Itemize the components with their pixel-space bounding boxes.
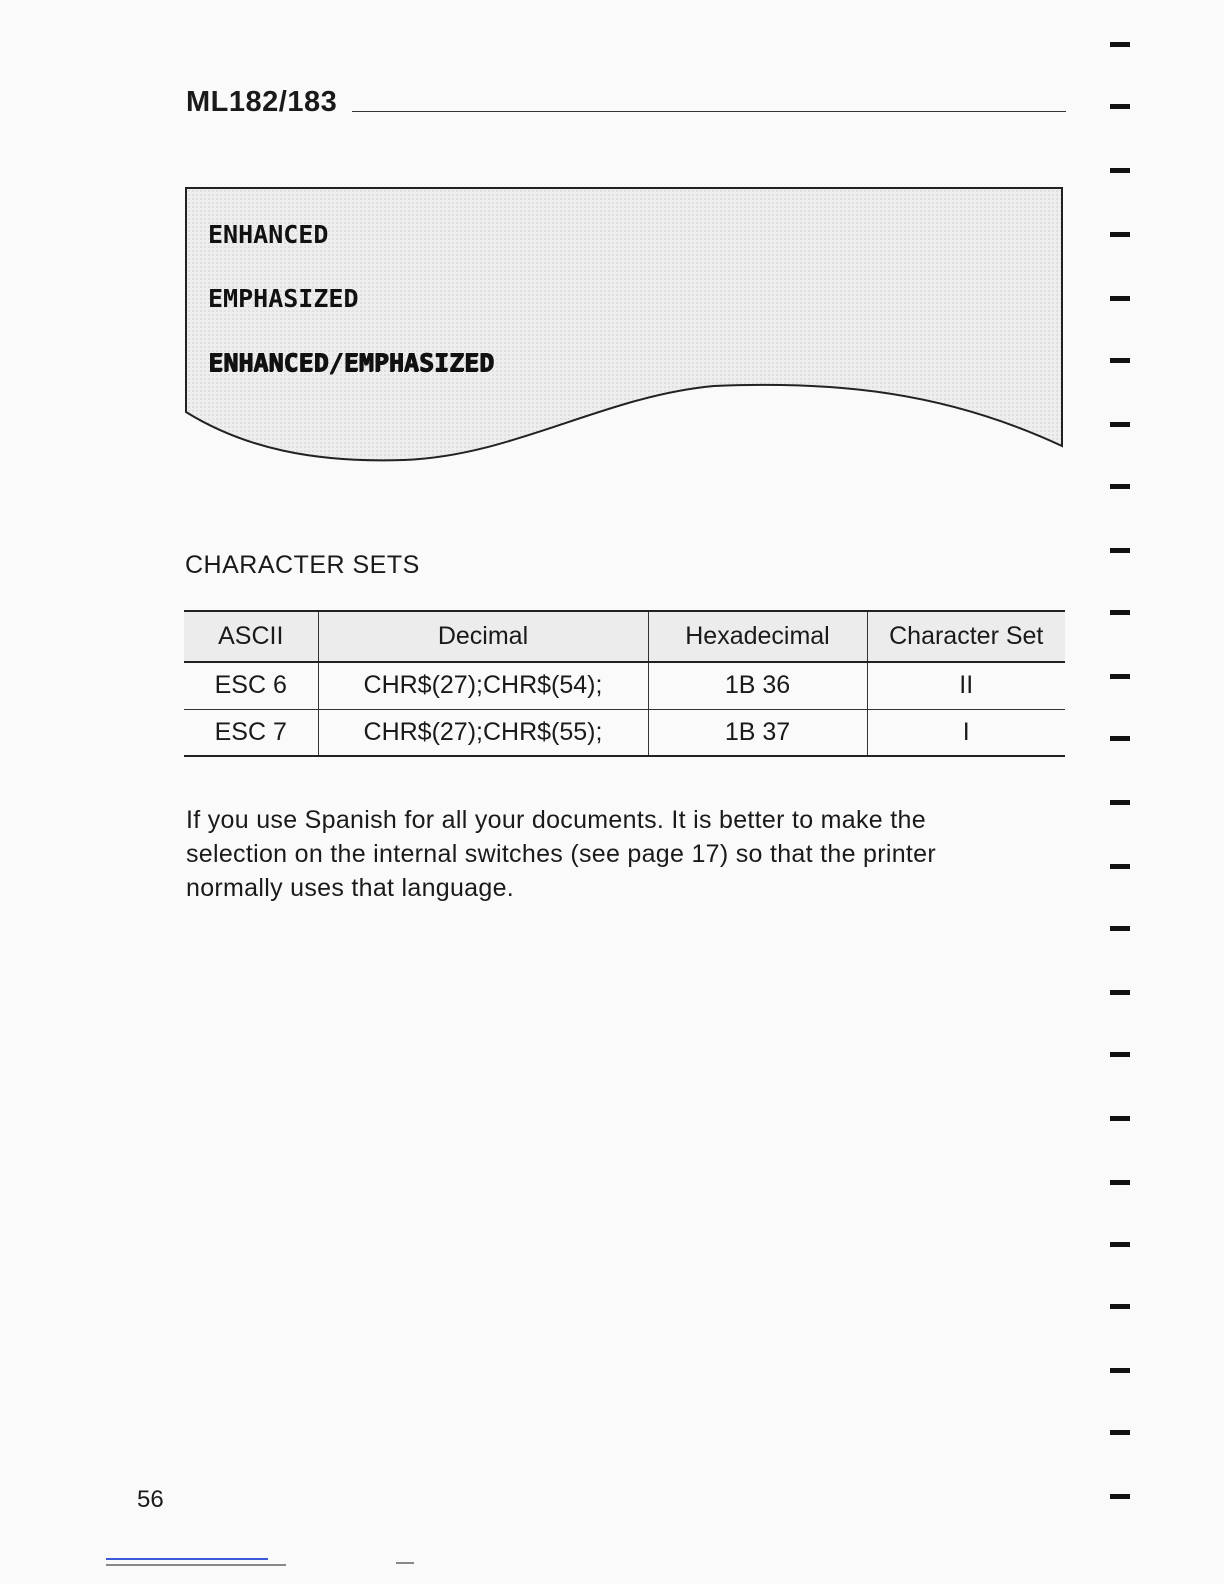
cell-ascii: ESC 6 — [184, 662, 318, 709]
cell-hexadecimal: 1B 37 — [648, 709, 867, 756]
column-header-ascii: ASCII — [184, 611, 318, 662]
body-paragraph: If you use Spanish for all your documents. It is better to make the selection on the internal switches (see page 17) so that the printer normally uses that language. — [186, 806, 936, 902]
cell-character-set: II — [867, 662, 1065, 709]
cell-ascii: ESC 7 — [184, 709, 318, 756]
cell-decimal: CHR$(27);CHR$(54); — [318, 662, 648, 709]
cell-character-set: I — [867, 709, 1065, 756]
bottom-edge-marks — [0, 1552, 1224, 1584]
sample-enhanced-emphasized: ENHANCED/EMPHASIZED — [208, 348, 494, 377]
column-header-decimal: Decimal — [318, 611, 648, 662]
print-sample-panel — [184, 186, 1066, 466]
table-header-row — [184, 611, 1065, 662]
column-header-hexadecimal: Hexadecimal — [648, 611, 867, 662]
column-header-character-set: Character Set — [867, 611, 1065, 662]
page-number: 56 — [137, 1486, 164, 1513]
section-title: CHARACTER SETS — [185, 551, 420, 579]
sample-emphasized: EMPHASIZED — [208, 284, 359, 313]
table-row — [184, 662, 1065, 709]
header-rule — [352, 111, 1066, 112]
character-sets-table — [184, 610, 1065, 757]
sample-enhanced: ENHANCED — [208, 220, 329, 249]
table-row — [184, 709, 1065, 756]
binding-edge-marks — [1100, 30, 1140, 1540]
cell-decimal: CHR$(27);CHR$(55); — [318, 709, 648, 756]
cell-hexadecimal: 1B 36 — [648, 662, 867, 709]
header-title: ML182/183 — [186, 86, 338, 118]
